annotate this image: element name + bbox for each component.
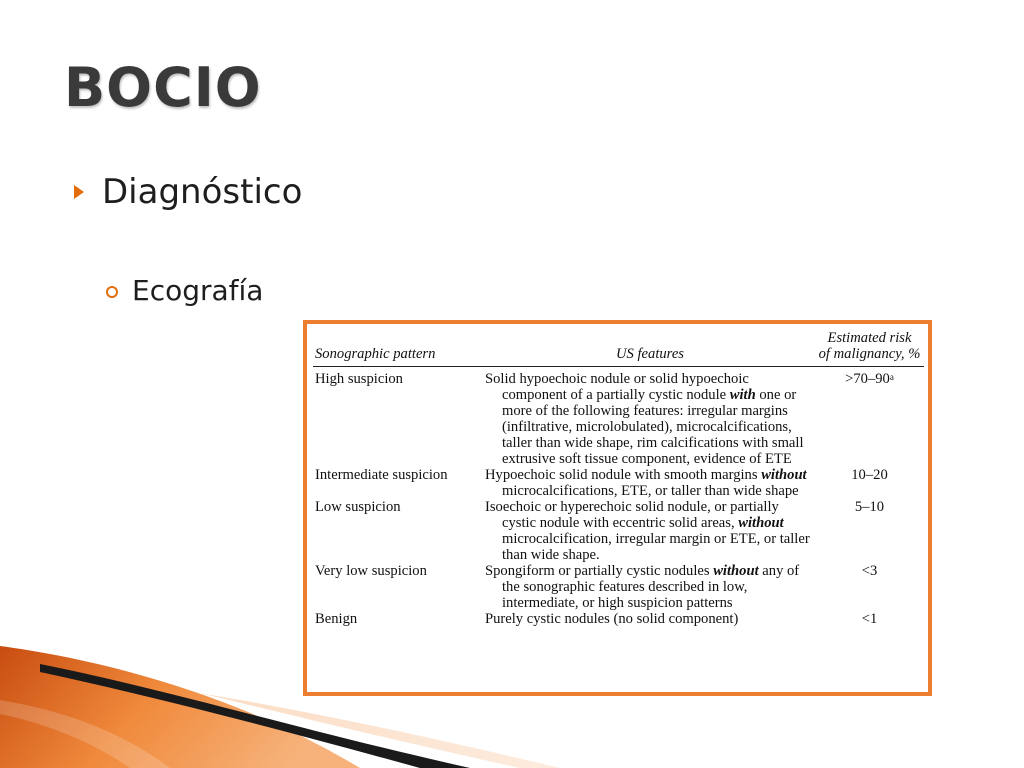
cell-risk [815,499,924,563]
header-risk-line1: Estimated risk [827,330,912,346]
bullet-level2 [106,274,263,307]
bullet-level2-text: Ecografía [132,274,264,307]
bullet-level1-text: Diagnóstico [102,172,303,212]
feature-text: Hypoechoic solid nodule with smooth margins [485,467,762,483]
cell-pattern: Benign [315,611,358,627]
cell-pattern: Very low suspicion [315,563,427,579]
risk-value: >70–90 [845,371,890,387]
feature-text: microcalcifications, ETE, or taller than wide shape [502,483,799,499]
risk-value: <3 [861,563,878,579]
slide-title: BOCIO [64,56,262,119]
cell-pattern: High suspicion [315,371,403,387]
triangle-bullet-icon [74,185,84,199]
table-header-row [313,330,924,367]
table-row [313,611,924,627]
feature-emphasis: without [761,467,807,483]
cell-features [485,563,815,611]
feature-text: Purely cystic nodules (no solid component) [485,611,739,627]
header-pattern: Sonographic pattern [313,330,485,367]
table-body [313,367,924,628]
cell-pattern: Intermediate suspicion [315,467,448,483]
risk-value: <1 [861,611,878,627]
table-row [313,467,924,499]
table-row [313,499,924,563]
cell-features [485,499,815,563]
feature-text: Isoechoic or hyperechoic solid nodule, or partially cystic nodule with eccentric solid areas, [485,499,779,531]
header-risk-line2: of malignancy, % [818,346,921,362]
header-risk [815,330,924,367]
cell-risk [815,371,924,467]
table-row [313,563,924,611]
feature-text: one or more of the following features: irregular margins (infiltrative, microlobulated), microcalcifications, taller than wide shape, rim calcifications with small extrusive soft tissue component, evidence of ETE [502,387,804,467]
risk-value: 5–10 [854,499,885,515]
feature-emphasis: without [713,563,759,579]
feature-emphasis: with [729,387,756,403]
cell-features [485,467,815,499]
risk-value: 10–20 [851,467,888,483]
cell-risk [815,467,924,499]
cell-features [485,371,815,467]
ultrasound-risk-table-image [303,320,932,696]
feature-text: microcalcification, irregular margin or ETE, or taller than wide shape. [502,531,810,563]
cell-pattern: Low suspicion [315,499,401,515]
bullet-level1 [74,172,302,212]
cell-features [485,611,815,627]
cell-risk [815,611,924,627]
header-features: US features [485,330,815,367]
ultrasound-risk-table [313,330,924,627]
table-row [313,371,924,467]
ring-bullet-icon [106,286,118,298]
risk-footnote-mark: a [889,372,894,382]
feature-text: any of the sonographic features described in low, intermediate, or high suspicion patterns [502,563,800,611]
feature-emphasis: without [738,515,784,531]
feature-text: Solid hypoechoic nodule or solid hypoechoic component of a partially cystic nodule [485,371,749,403]
cell-risk [815,563,924,611]
feature-text: Spongiform or partially cystic nodules [485,563,714,579]
